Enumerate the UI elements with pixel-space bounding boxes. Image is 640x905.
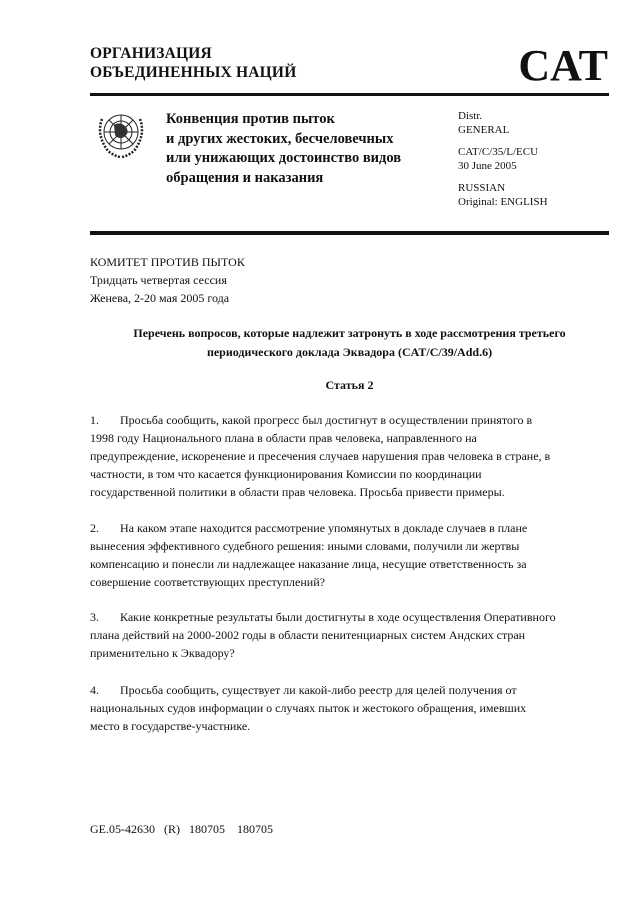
convention-line: или унижающих достоинство видов bbox=[166, 150, 402, 166]
paragraph-2 bbox=[90, 519, 527, 591]
article-heading: Статья 2 bbox=[325, 378, 374, 392]
paragraph-number: 3. bbox=[90, 610, 99, 624]
distribution: GENERAL bbox=[458, 123, 510, 136]
un-emblem-icon bbox=[94, 107, 148, 161]
paragraph-line: На каком этапе находится рассмотрение упомянутых в докладе случаев в плане bbox=[120, 521, 528, 535]
paragraph-line: компенсацию и понесли ли надлежащее наказание лица, несущие ответственность за bbox=[90, 557, 527, 571]
org-line-2: ОБЪЕДИНЕННЫХ НАЦИЙ bbox=[90, 64, 297, 81]
paragraph-line: предупреждение, искоренение и пресечения случаев нарушения прав человека в стране, в bbox=[90, 449, 551, 463]
document-metadata bbox=[458, 110, 548, 218]
header-rule bbox=[90, 93, 609, 96]
distr-label: Distr. bbox=[458, 110, 483, 122]
committee-name: КОМИТЕТ ПРОТИВ ПЫТОК bbox=[90, 255, 245, 269]
paragraph-line: плана действий на 2000-2002 годы в области пенитенциарных систем Андских стран bbox=[90, 628, 526, 642]
job-number-footer: GE.05-42630 (R) 180705 180705 bbox=[90, 822, 273, 836]
paragraph-line: государственной политики в области прав человека. Просьба привести примеры. bbox=[90, 485, 505, 499]
convention-line: обращения и наказания bbox=[166, 169, 324, 186]
paragraph-line: вынесения эффективного судебного решения: иными словами, получили ли жертвы bbox=[90, 539, 520, 553]
paragraph-1 bbox=[90, 411, 550, 501]
document-symbol: CAT/C/35/L/ECU bbox=[458, 146, 539, 158]
convention-line: Конвенция против пыток bbox=[166, 111, 335, 127]
paragraph-line: Просьба сообщить, существует ли какой-либо реестр для целей получения от bbox=[120, 683, 517, 697]
paragraph-4 bbox=[90, 681, 526, 735]
organization-name bbox=[90, 44, 296, 82]
original-language: Original: ENGLISH bbox=[458, 195, 548, 208]
document-heading bbox=[90, 324, 609, 362]
paragraph-line: совершение соответствующих преступлений? bbox=[90, 575, 325, 589]
paragraph-line: Какие конкретные результаты были достигнуты в ходе осуществления Оперативного bbox=[120, 610, 556, 624]
paragraph-number: 1. bbox=[90, 413, 99, 427]
paragraph-line: 1998 году Национального плана в области прав человека, направленного на bbox=[90, 431, 477, 445]
document-language: RUSSIAN bbox=[458, 182, 506, 194]
paragraph-line: частности, в том что касается функционирования Комиссии по координации bbox=[90, 467, 482, 481]
convention-line: и других жестоких, бесчеловечных bbox=[166, 130, 394, 147]
committee-place-date: Женева, 2-20 мая 2005 года bbox=[90, 291, 230, 305]
document-series: CAT bbox=[518, 41, 608, 90]
paragraph-line: место в государстве-участнике. bbox=[90, 719, 251, 733]
paragraph-3 bbox=[90, 608, 556, 662]
heading-line: Перечень вопросов, которые надлежит затронуть в ходе рассмотрения третьего bbox=[133, 326, 566, 340]
paragraph-line: применительно к Эквадору? bbox=[90, 646, 235, 660]
org-line-1: ОРГАНИЗАЦИЯ bbox=[90, 45, 212, 62]
paragraph-number: 2. bbox=[90, 521, 99, 535]
header-bottom-rule bbox=[90, 231, 609, 235]
heading-line: периодического доклада Эквадора (CAT/C/39/Add.6) bbox=[206, 345, 493, 359]
committee-block bbox=[90, 253, 245, 307]
convention-title bbox=[166, 110, 401, 188]
committee-session: Тридцать четвертая сессия bbox=[90, 273, 227, 287]
document-date: 30 June 2005 bbox=[458, 159, 517, 172]
paragraph-line: национальных судов информации о случаях пыток и жестокого обращения, имевших bbox=[90, 701, 527, 715]
paragraph-line: Просьба сообщить, какой прогресс был достигнут в осуществлении принятого в bbox=[120, 413, 533, 427]
paragraph-number: 4. bbox=[90, 683, 99, 697]
